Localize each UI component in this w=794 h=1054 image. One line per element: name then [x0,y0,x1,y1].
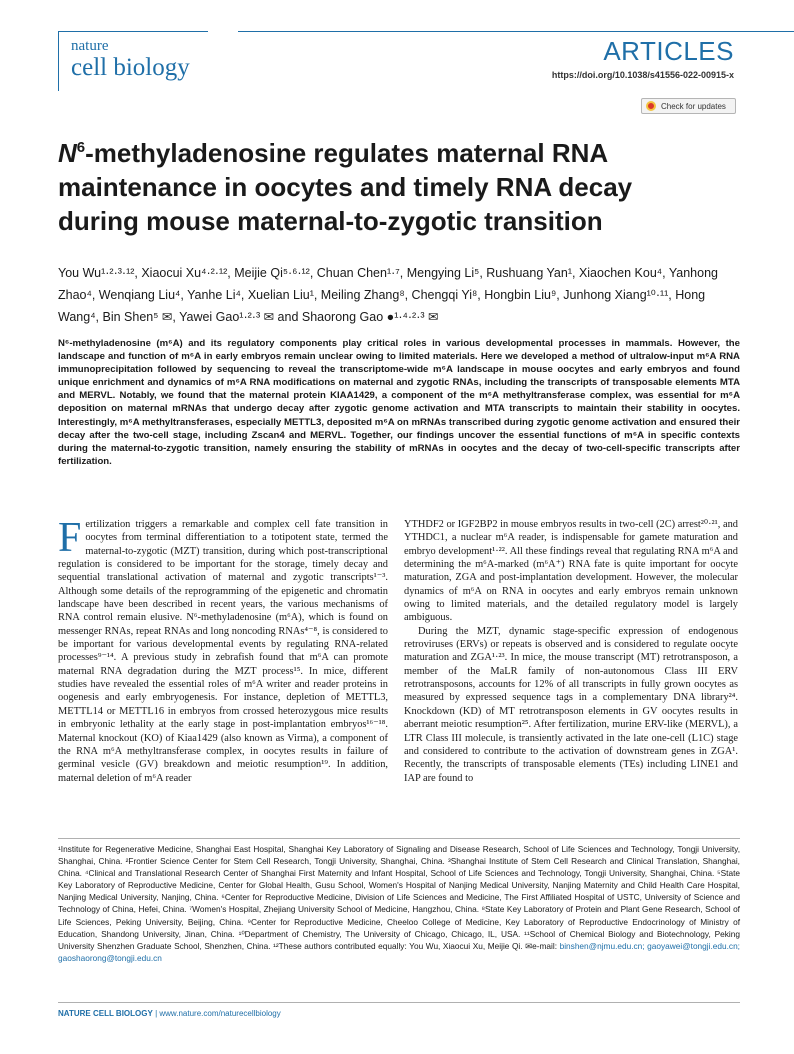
body-paragraph: YTHDF2 or IGF2BP2 in mouse embryos results in two-cell (2C) arrest²⁰·²¹, and YTHDC1, a nuclear m⁶A reader, is indispensable for gamete maturation and embryo development¹·²². All these findings reveal that regulating RNA m⁶A and determining the m⁶A-marked (m⁶A⁺) RNA fate is quite important for oocyte maturation, ZGA and post-implantation development. However, the molecular dynamics of m⁶A on RNA in oocytes and early embryos remain unknown owing to limited materials, and the detailed regulatory model is largely ambiguous. [404,519,738,624]
affiliations-divider [58,838,740,839]
affiliations [58,843,740,964]
check-for-updates-label: Check for updates [661,101,726,111]
abstract: N⁶-methyladenosine (m⁶A) and its regulatory components play critical roles in various developmental processes in mammals. However, the landscape and function of m⁶A in early embryos remain unclear owing to limited materials. Here we developed a method of ultralow-input m⁶A RNA immunoprecipitation followed by sequencing to reveal the transcriptome-wide m⁶A landscape in mouse oocytes and early embryos and found unique enrichment and dynamics of m⁶A RNA modifications on maternal and zygotic RNAs, including the transcripts of transposable elements MTA and MERVL. Notably, we found that the maternal protein KIAA1429, a component of the m⁶A methyltransferase complex, was essential for m⁶A deposition on maternal mRNAs that undergo decay after zygotic genome activation and MTA transcripts to maintain their stability in oocytes. Interestingly, m⁶A methyltransferases, especially METTL3, deposited m⁶A on mRNAs transcribed during zygotic genome activation and ensured their decay after the two-cell stage, including Zscan4 and MERVL. Together, our findings uncover the essential functions of m⁶A in specific contexts during the maternal-to-zygotic transition, namely ensuring the stability of mRNAs in oocytes and the decay of two-cell-specific transcripts after fertilization. [58,338,740,467]
body-column-left [58,515,388,785]
section-label: ARTICLES [603,36,734,66]
title-n-superscript: 6 [76,139,86,156]
body-paragraph: ertilization triggers a remarkable and complex cell fate transition in oocytes from terminal differentiation to a totipotent state, termed the maternal-to-zygotic (MZT) transition, during which post-transcriptional regulation is considered to be important for the storage, timely decay and sequential translational activation of maternal and zygotic transcripts¹⁻³. Although some details of the reprogramming of the epigenetic and chromatin landscape have been described in recent years, the various mechanisms of RNA control remain elusive. N⁶-methyladenosine (m⁶A), which is found on messenger RNAs, repeat RNAs and long noncoding RNAs⁴⁻⁸, is considered to be important for various developmental events by regulating RNA-related processes⁹⁻¹⁴. A previous study in zebrafish found that m⁶A can promote maternal RNA degradation during the MZT process¹⁵. In mice, different studies have revealed the essential roles of m⁶A writer and reader proteins in oogenesis and early embryogenesis. For instance, depletion of METTL3, METTL14 or METTL16 in embryos from crossed heterozygous mice results in embryonic lethality at the early stage in post-implantation embryos¹⁶⁻¹⁸. Maternal knockout (KO) of Kiaa1429 (also known as Virma), a component of the RNA m⁶A methyltransferase complex, in oocytes results in failure of germinal vesicle (GV) breakdown and meiotic resumption¹⁹. In addition, maternal deletion of m⁶A reader [58,519,388,784]
header-rule [238,31,794,32]
email-links[interactable]: binshen@njmu.edu.cn; gaoyawei@tongji.edu.cn; gaoshaorong@tongji.edu.cn [58,940,740,963]
page-footer [58,1009,281,1018]
article-title [58,131,718,238]
drop-cap: F [58,515,82,561]
check-for-updates-button[interactable] [641,98,736,114]
affiliations-text: ¹Institute for Regenerative Medicine, Shanghai East Hospital, Shanghai Key Laboratory of Signaling and Disease Research, School of Life Sciences and Technology, Tongji University, Shanghai, China. ²Frontier Science Center for Stem Cell Research, Tongji University, Shanghai, China. ³Shanghai Institute of Stem Cell Research and Clinical Translation, Shanghai, China. ⁴Clinical and Translational Research Center of Shanghai First Maternity and Infant Hospital, School of Life Sciences and Technology, Tongji University, Shanghai, China. ⁵State Key Laboratory of Reproductive Medicine, Center for Global Health, Gusu School, Women's Hospital of Nanjing Medical University, Nanjing Maternity and Child Health Care Hospital, Nanjing Medical University, Nanjing, China. ⁶Center for Reproductive Medicine, Division of Life Sciences and Medicine, The First Affiliated Hospital of USTC, University of Science and Technology of China, Hefei, China. ⁷Women's Hospital, Zhejiang University School of Medicine, Hangzhou, China. ⁸State Key Laboratory of Protein and Plant Gene Research, School of Life Sciences, Peking University, Beijing, China. ⁹Center for Reproductive Medicine, Cheeloo College of Medicine, Key Laboratory of Reproductive Endocrinology of Ministry of Education, Shandong University, Jinan, China. ¹⁰Department of Chemistry, The University of Chicago, Chicago, IL, USA. ¹¹School of Chemical Biology and Biotechnology, Peking University Shenzhen Graduate School, Shenzhen, China. ¹²These authors contributed equally: You Wu, Xiaocui Xu, Meijie Qi. ✉e-mail: [58,844,740,951]
body-paragraph: During the MZT, dynamic stage-specific expression of endogenous retroviruses (ERVs) or repeats is observed and is considered to regulate oocyte maturation and ZGA¹·²³. In mice, the mouse transcript (MT) retrotransposon, a member of the MaLR family of non-autonomous Class III ERV retrotransposons, accounts for 12% of all transcripts in fully grown oocytes as measured by expressed sequence tags in a complementary DNA library²⁴. Knockdown (KD) of MT retrotransposon elements in GV oocytes results in aberrant meiotic resumption²⁵. After fertilization, murine ERV-like (MERVL), a LTR Class III molecule, is transiently activated in the late one-cell (L1C) stage and considered to contribute to the activation of downstream genes in ZGA¹. Recently, the transcripts of transposable elements (TEs) including LINE1 and IAP are found to [404,625,738,784]
journal-logo-line2: cell biology [71,54,190,81]
title-n-letter: N [58,138,77,168]
author-list: You Wu¹·²·³·¹², Xiaocui Xu⁴·²·¹², Meijie Qi⁵·⁶·¹², Chuan Chen¹·⁷, Mengying Li⁵, Rushuang Yan¹, Xiaochen Kou⁴, Yanhong Zhao⁴, Wenqiang Liu⁴, Yanhe Li⁴, Xuelian Liu¹, Meiling Zhang⁸, Chengqi Yi⁸, Hongbin Liu⁹, Junhong Xiang¹⁰·¹¹, Hong Wang⁴, Bin Shen⁵ ✉, Yawei Gao¹·²·³ ✉ and Shaorong Gao ●¹·⁴·²·³ ✉ [58,266,718,324]
journal-logo-line1: nature [71,38,109,54]
journal-logo [58,31,208,91]
footer-url[interactable]: | www.nature.com/naturecellbiology [155,1009,281,1018]
doi-link[interactable]: https://doi.org/10.1038/s41556-022-00915-x [551,70,734,80]
footer-divider [58,1002,740,1003]
body-column-right [404,518,738,785]
footer-journal: NATURE CELL BIOLOGY [58,1009,153,1018]
crossmark-icon [646,101,656,111]
title-text: -methyladenosine regulates maternal RNA maintenance in oocytes and timely RNA decay during mouse maternal-to-zygotic transition [58,138,633,236]
